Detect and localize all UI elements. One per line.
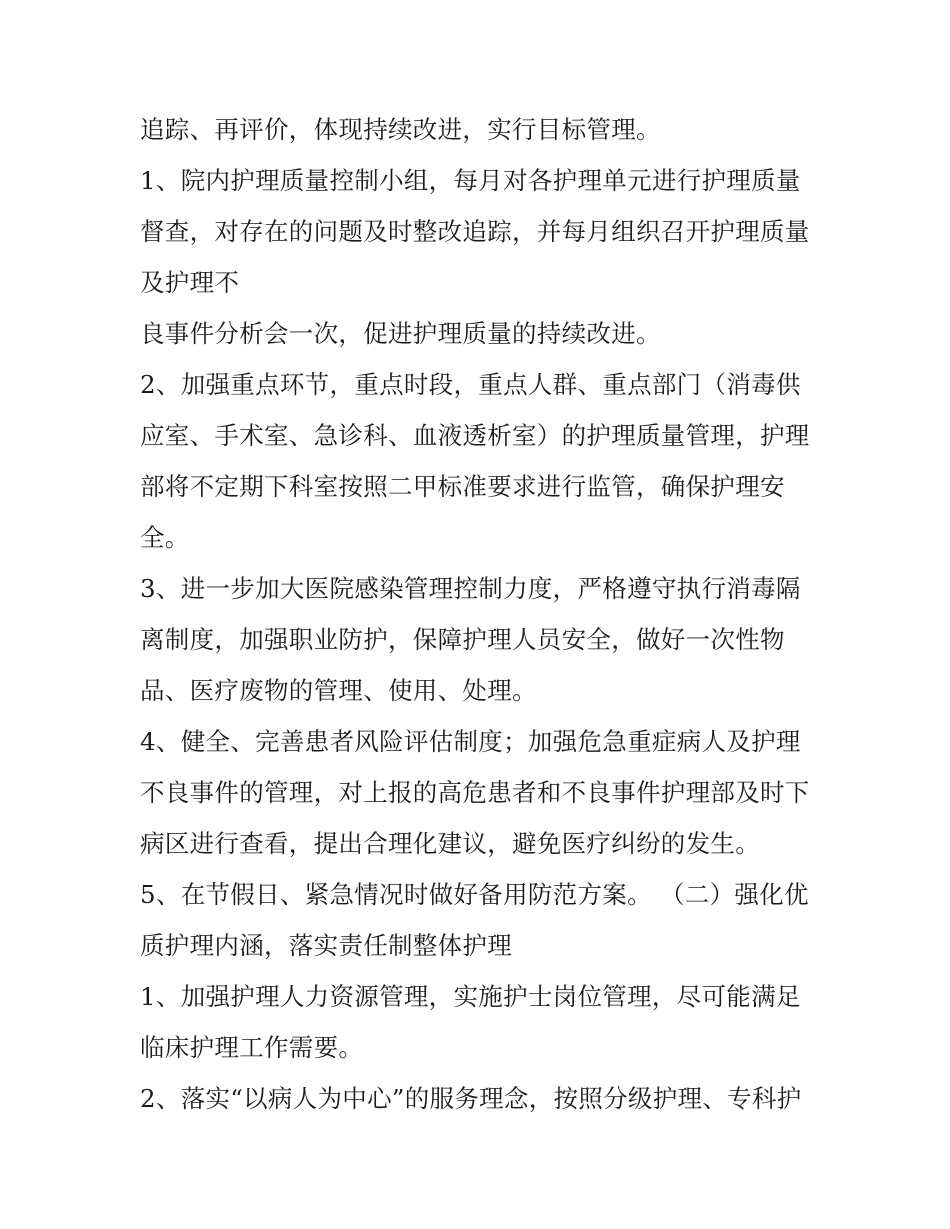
text-line: 良事件分析会一次，促进护理质量的持续改进。 [140, 319, 661, 348]
text-line: 病区进行查看，提出合理化建议，避免医疗纠纷的发生。 [140, 829, 760, 858]
text-line: 督查，对存在的问题及时整改追踪，并每月组织召开护理质量 [140, 217, 810, 246]
text-line: 追踪、再评价，体现持续改进，实行目标管理。 [140, 115, 661, 144]
text-line: 1、院内护理质量控制小组，每月对各护理单元进行护理质量 [140, 166, 801, 195]
text-line: 2、落实“以病人为中心”的服务理念，按照分级护理、专科护 [140, 1084, 802, 1113]
text-line: 不良事件的管理，对上报的高危患者和不良事件护理部及时下 [140, 778, 810, 807]
text-line: 部将不定期下科室按照二甲标准要求进行监管，确保护理安 [140, 472, 785, 501]
text-line: 全。 [140, 523, 190, 552]
text-line: 4、健全、完善患者风险评估制度；加强危急重症病人及护理 [140, 727, 801, 756]
text-line: 1、加强护理人力资源管理，实施护士岗位管理，尽可能满足 [140, 982, 801, 1011]
text-line: 3、进一步加大医院感染管理控制力度，严格遵守执行消毒隔 [140, 574, 801, 603]
text-line: 离制度，加强职业防护，保障护理人员安全，做好一次性物 [140, 625, 785, 654]
text-line: 2、加强重点环节，重点时段，重点人群、重点部门（消毒供 [140, 370, 801, 399]
text-line: 质护理内涵，落实责任制整体护理 [140, 931, 512, 960]
text-line: 品、医疗废物的管理、使用、处理。 [140, 676, 537, 705]
text-line: 临床护理工作需要。 [140, 1033, 364, 1062]
text-line: 应室、手术室、急诊科、血液透析室）的护理质量管理，护理 [140, 421, 810, 450]
document-body [140, 104, 830, 1124]
text-line: 5、在节假日、紧急情况时做好备用防范方案。 （二）强化优 [140, 880, 809, 909]
text-line: 及护理不 [140, 268, 240, 297]
